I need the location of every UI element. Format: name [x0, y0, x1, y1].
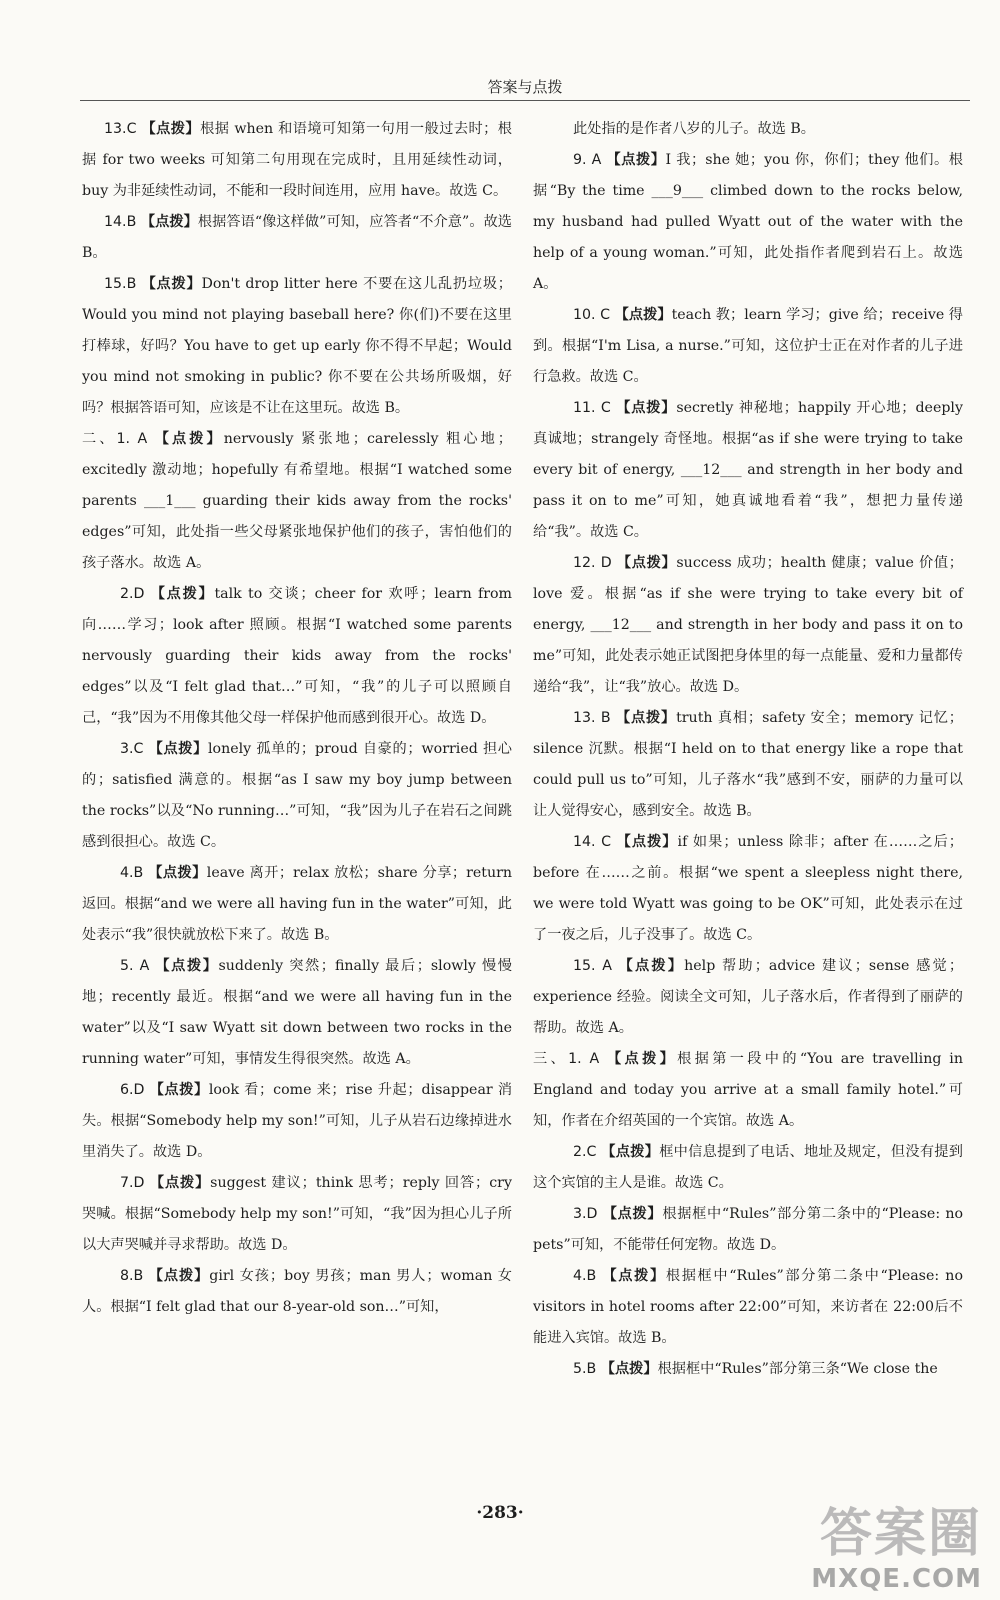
answer-number: 4.B — [120, 865, 144, 881]
answer-entry — [82, 114, 512, 207]
answer-text: 根据框中“Rules”部分第三条“We close the — [657, 1361, 938, 1377]
hint-tag: 【点拨】 — [149, 1175, 211, 1191]
answer-text: girl 女孩；boy 男孩；man 男人；woman 女人。根据“I felt glad that our 8-year-old son…”可知， — [82, 1268, 512, 1315]
answer-text: 框中信息提到了电话、地址及规定，但没有提到这个宾馆的主人是谁。故选 C。 — [533, 1144, 963, 1191]
answer-entry — [82, 207, 512, 269]
answer-number: 8.B — [120, 1268, 144, 1284]
answer-number: 13.C — [104, 121, 137, 137]
answer-number: 6.D — [120, 1082, 145, 1098]
section-number: 三、 — [533, 1051, 569, 1067]
answer-number: 10. C — [573, 307, 611, 323]
answer-entry — [533, 1199, 963, 1261]
answer-entry — [82, 579, 512, 734]
answer-text: teach 教；learn 学习；give 给；receive 得到。根据“I'm Lisa, a nurse.”可知，这位护士正在对作者的儿子进行急救。故选 C。 — [533, 307, 963, 385]
answer-text: truth 真相；safety 安全；memory 记忆；silence 沉默。根据“I held on to that energy like a rope that could pull us to”可知，儿子落水“我”感到不安，丽萨的力量可以让人觉得安心，感到安全。故选 B。 — [533, 710, 963, 819]
answer-number: 7.D — [120, 1175, 145, 1191]
answer-number: 1. A — [116, 431, 148, 447]
header-rule — [80, 100, 970, 101]
page-number: ·283· — [476, 1503, 524, 1523]
answer-text: nervously 紧张地；carelessly 粗心地；excitedly 激动地；hopefully 有希望地。根据“I watched some parents ___1___ guarding their kids away from the rocks' edges”可知，此处指一些父母紧张地保护他们的孩子，害怕他们的孩子落水。故选 A。 — [82, 431, 512, 571]
hint-tag: 【点拨】 — [148, 865, 207, 881]
hint-tag: 【点拨】 — [616, 400, 677, 416]
answer-entry — [533, 951, 963, 1044]
hint-tag: 【点拨】 — [140, 214, 198, 230]
hint-tag: 【点拨】 — [150, 586, 215, 602]
hint-tag: 【点拨】 — [149, 1082, 209, 1098]
answer-entry — [533, 548, 963, 703]
hint-tag: 【点拨】 — [616, 834, 678, 850]
answer-text: success 成功；health 健康；value 价值；love 爱。根据“as if she were trying to take every bit of energy, ___12___ and strength in her body and pass it on to me”可知，此处表示她正试图把身体里的每一点能量、爱和力量都传递给“我”，让“我”放心。故选 D。 — [533, 555, 963, 695]
answer-number: 13. B — [573, 710, 611, 726]
hint-tag: 【点拨】 — [607, 1051, 678, 1067]
hint-tag: 【点拨】 — [602, 1268, 666, 1284]
answer-text: I 我；she 她；you 你，你们；they 他们。根据“By the time ___9___ climbed down to the rocks below, my husband had pulled Wyatt out of the water with the help of a young woman.”可知，此处指作者爬到岩石上。故选 A。 — [533, 152, 963, 292]
answer-entry — [533, 703, 963, 827]
answer-text: lonely 孤单的；proud 自豪的；worried 担心的；satisfied 满意的。根据“as I saw my boy jump between the rocks”以及“No running…”可知，“我”因为儿子在岩石之间跳感到很担心。故选 C。 — [82, 741, 512, 850]
answer-text: leave 离开；relax 放松；share 分享；return 返回。根据“and we were all having fun in the water”可知，此处表示“我”很快就放松下来了。故选 B。 — [82, 865, 513, 943]
answer-number: 15.B — [104, 276, 137, 292]
answer-entry — [533, 114, 963, 145]
answer-entry — [533, 1261, 963, 1354]
answer-entry — [533, 1137, 963, 1199]
page-header — [80, 76, 970, 100]
answer-entry — [82, 951, 512, 1075]
right-column — [533, 114, 963, 1385]
answer-text: suggest 建议；think 思考；reply 回答；cry 哭喊。根据“Somebody help my son!”可知，“我”因为担心儿子所以大声哭喊并寻求帮助。故选 D。 — [82, 1175, 512, 1253]
hint-tag: 【点拨】 — [148, 1268, 210, 1284]
answer-number: 2.C — [573, 1144, 597, 1160]
hint-tag: 【点拨】 — [141, 121, 201, 137]
hint-tag: 【点拨】 — [600, 1361, 658, 1377]
hint-tag: 【点拨】 — [614, 307, 672, 323]
answer-entry — [533, 827, 963, 951]
answer-entry — [82, 1075, 512, 1168]
answer-text: 根据框中“Rules”部分第二条中的“Please: no pets”可知，不能带任何宠物。故选 D。 — [533, 1206, 963, 1253]
answer-entry — [82, 734, 512, 858]
answer-text: 根据第一段中的“You are travelling in England and today you arrive at a small family hotel.”可知，作者在介绍英国的一个宾馆。故选 A。 — [533, 1051, 963, 1129]
answer-entry — [533, 145, 963, 300]
section-number: 二、 — [82, 431, 117, 447]
answer-number: 14. C — [573, 834, 612, 850]
answer-text: help 帮助；advice 建议；sense 感觉；experience 经验。阅读全文可知，儿子落水后，作者得到了丽萨的帮助。故选 A。 — [533, 958, 964, 1036]
answer-text: secretly 神秘地；happily 开心地；deeply 真诚地；strangely 奇怪地。根据“as if she were trying to take every bit of energy, ___12___ and strength in her body and pass it on to me”可知，她真诚地看着“我”，想把力量传递给“我”。故选 C。 — [533, 400, 963, 540]
answer-number: 3.C — [120, 741, 144, 757]
answer-entry — [82, 269, 512, 424]
watermark-text: 答案圈 — [819, 1504, 982, 1564]
answer-text: 根据框中“Rules”部分第二条中“Please: no visitors in hotel rooms after 22:00”可知，来访者在 22:00后不能进入宾馆。故选 B。 — [533, 1268, 963, 1346]
answer-number: 12. D — [573, 555, 612, 571]
hint-tag: 【点拨】 — [618, 958, 685, 974]
hint-tag: 【点拨】 — [602, 1206, 663, 1222]
left-column — [82, 114, 512, 1323]
answer-text: 此处指的是作者八岁的儿子。故选 B。 — [573, 121, 815, 137]
answer-number: 9. A — [573, 152, 602, 168]
answer-number: 14.B — [104, 214, 137, 230]
answer-number: 15. A — [573, 958, 612, 974]
hint-tag: 【点拨】 — [606, 152, 666, 168]
watermark-logo — [811, 1504, 982, 1594]
answer-number: 3.D — [573, 1206, 598, 1222]
answer-number: 1. A — [568, 1051, 600, 1067]
hint-tag: 【点拨】 — [155, 958, 219, 974]
hint-tag: 【点拨】 — [601, 1144, 660, 1160]
hint-tag: 【点拨】 — [148, 741, 208, 757]
answer-number: 5.B — [573, 1361, 597, 1377]
answer-entry — [82, 1168, 512, 1261]
answer-entry — [533, 393, 963, 548]
hint-tag: 【点拨】 — [154, 431, 224, 447]
answer-entry — [82, 858, 512, 951]
answer-text: look 看；come 来；rise 升起；disappear 消失。根据“Somebody help my son!”可知，儿子从岩石边缘掉进水里消失了。故选 D。 — [82, 1082, 513, 1160]
answer-number: 5. A — [120, 958, 150, 974]
answer-entry — [533, 1354, 963, 1385]
answer-text: 根据 when 和语境可知第一句用一般过去时；根据 for two weeks 可知第二句用现在完成时，且用延续性动词，buy 为非延续性动词，不能和一段时间连用，应用 have。故选 C。 — [82, 121, 512, 199]
header-title: 答案与点拨 — [487, 78, 563, 96]
answer-text: 根据答语“像这样做”可知，应答者“不介意”。故选 B。 — [82, 214, 512, 261]
hint-tag: 【点拨】 — [141, 276, 202, 292]
answer-entry — [533, 1044, 963, 1137]
answer-number: 2.D — [120, 586, 145, 602]
answer-entry — [82, 1261, 512, 1323]
answer-text: Don't drop litter here 不要在这儿乱扔垃圾；Would you mind not playing baseball here? 你(们)不要在这里打棒球，好吗？You have to get up early 你不得不早起；Would you mind not smoking in public? 你不要在公共场所吸烟，好吗？根据答语可知，应该是不让在这里玩。故选 B。 — [82, 276, 512, 416]
answer-number: 4.B — [573, 1268, 597, 1284]
hint-tag: 【点拨】 — [615, 710, 677, 726]
answer-entry — [82, 424, 512, 579]
answer-number: 11. C — [573, 400, 611, 416]
answer-text: suddenly 突然；finally 最后；slowly 慢慢地；recently 最近。根据“and we were all having fun in the water”以及“I saw Wyatt sit down between two rocks in the running water”可知，事情发生得很突然。故选 A。 — [82, 958, 512, 1067]
answer-text: talk to 交谈；cheer for 欢呼；learn from 向……学习；look after 照顾。根据“I watched some parents nervously guarding their kids away from the rocks' edges”以及“I felt glad that…”可知，“我”的儿子可以照顾自己，“我”因为不用像其他父母一样保护他而感到很开心。故选 D。 — [82, 586, 512, 726]
watermark-url: MXQE.COM — [811, 1564, 982, 1594]
answer-entry — [533, 300, 963, 393]
answer-text: if 如果；unless 除非；after 在……之后；before 在……之前。根据“we spent a sleepless night there, we were told Wyatt was going to be OK”可知，此处表示在过了一夜之后，儿子没事了。故选 C。 — [533, 834, 963, 943]
hint-tag: 【点拨】 — [616, 555, 677, 571]
